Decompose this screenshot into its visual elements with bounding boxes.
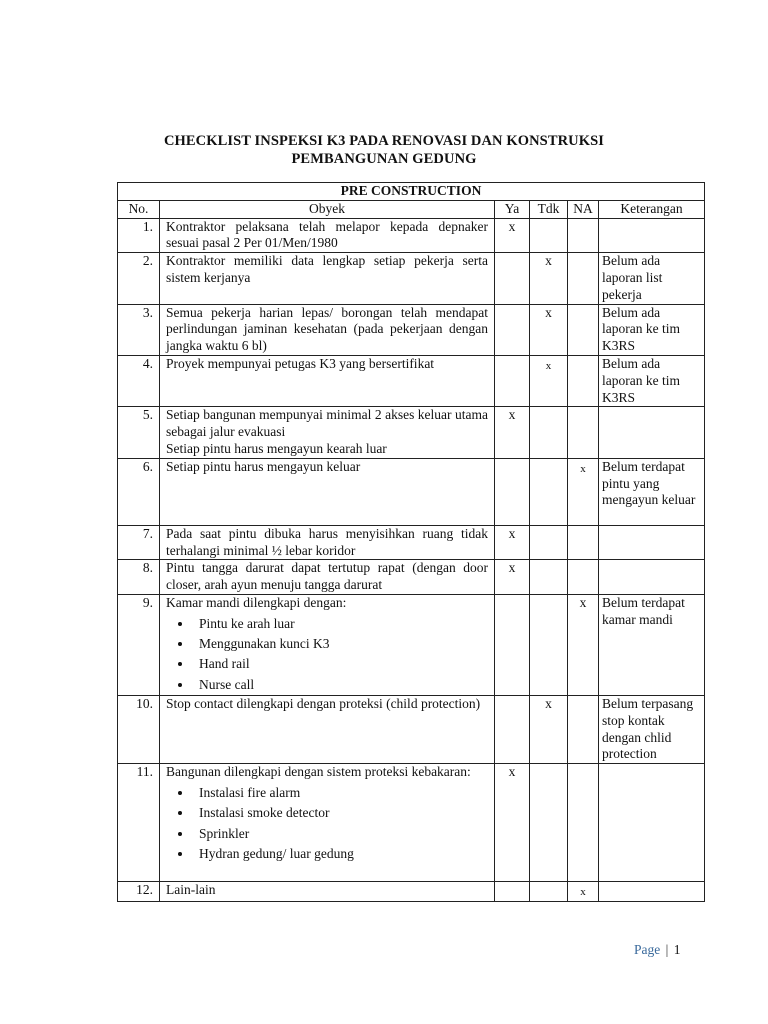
mark-ya-value: x: [508, 525, 516, 541]
mark-ya-value: x: [508, 218, 516, 234]
table-row: [118, 218, 705, 253]
mark-ya: [495, 594, 530, 695]
row-number: 2.: [118, 253, 160, 304]
row-keterangan: [599, 560, 705, 595]
row-obyek: [160, 695, 495, 763]
mark-na: [568, 594, 599, 695]
table-row: [118, 458, 705, 525]
mark-tdk-value: x: [545, 253, 552, 269]
row-number: 9.: [118, 594, 160, 695]
table-row: [118, 304, 705, 355]
obyek-text: Semua pekerja harian lepas/ borongan telah mendapat perlindungan jaminan kesehatan (pada pekerjaan dengan jangka waktu 6 bl): [166, 304, 488, 354]
mark-tdk: [530, 407, 568, 458]
row-keterangan: Belum terpasang stop kontak dengan chlid protection: [599, 695, 705, 763]
mark-ya: [495, 355, 530, 406]
obyek-sub-list: [166, 614, 488, 695]
checklist-table: [117, 182, 705, 902]
mark-tdk: [530, 304, 568, 355]
table-row: [118, 560, 705, 595]
mark-tdk: [530, 882, 568, 902]
col-header-ya: Ya: [495, 200, 530, 218]
mark-tdk: [530, 355, 568, 406]
row-obyek: [160, 355, 495, 406]
mark-tdk: [530, 458, 568, 525]
mark-ya: [495, 253, 530, 304]
mark-ya-value: x: [508, 560, 516, 576]
obyek-text: Pada saat pintu dibuka harus menyisihkan ruang tidak terhalangi minimal ½ lebar koridor: [166, 525, 488, 558]
row-number: 12.: [118, 882, 160, 902]
page-separator: |: [665, 942, 669, 957]
row-keterangan: [599, 218, 705, 253]
mark-ya-value: x: [508, 407, 516, 423]
row-obyek: [160, 525, 495, 560]
row-obyek: [160, 218, 495, 253]
row-obyek: [160, 560, 495, 595]
table-row: [118, 525, 705, 560]
mark-tdk-value: x: [545, 359, 552, 372]
obyek-text-extra: Setiap pintu harus mengayun kearah luar: [166, 440, 387, 456]
mark-na: [568, 695, 599, 763]
mark-ya: [495, 218, 530, 253]
row-number: 5.: [118, 407, 160, 458]
mark-tdk: [530, 560, 568, 595]
mark-tdk: [530, 594, 568, 695]
table-row: [118, 764, 705, 882]
obyek-sub-item: • Hydran gedung/ luar gedung: [193, 844, 488, 864]
row-obyek: [160, 764, 495, 882]
obyek-sub-item: • Sprinkler: [193, 824, 488, 844]
obyek-text: Stop contact dilengkapi dengan proteksi (child protection): [166, 695, 481, 711]
obyek-text: Kontraktor memiliki data lengkap setiap pekerja serta sistem kerjanya: [166, 253, 488, 285]
row-obyek: [160, 253, 495, 304]
row-keterangan: [599, 407, 705, 458]
row-number: 6.: [118, 458, 160, 525]
mark-ya: [495, 304, 530, 355]
row-number: 1.: [118, 218, 160, 253]
obyek-sub-item: • Instalasi fire alarm: [193, 783, 488, 803]
row-obyek: [160, 882, 495, 902]
row-number: 3.: [118, 304, 160, 355]
mark-na: [568, 304, 599, 355]
obyek-sub-item: • Pintu ke arah luar: [193, 614, 488, 634]
row-obyek: [160, 304, 495, 355]
row-number: 10.: [118, 695, 160, 763]
obyek-text: Setiap pintu harus mengayun keluar: [166, 458, 361, 474]
table-row: [118, 695, 705, 763]
row-keterangan: Belum ada laporan ke tim K3RS: [599, 355, 705, 406]
col-header-tdk: Tdk: [530, 200, 568, 218]
obyek-sub-item: • Hand rail: [193, 654, 488, 674]
mark-na: [568, 253, 599, 304]
obyek-text: Bangunan dilengkapi dengan sistem proteksi kebakaran:: [166, 764, 471, 780]
mark-ya: [495, 695, 530, 763]
mark-tdk: [530, 253, 568, 304]
obyek-text: Lain-lain: [166, 882, 216, 898]
mark-tdk: [530, 218, 568, 253]
section-header: PRE CONSTRUCTION: [118, 183, 705, 201]
mark-na-value: x: [579, 594, 587, 610]
row-keterangan: Belum terdapat kamar mandi: [599, 594, 705, 695]
mark-na: [568, 764, 599, 882]
obyek-text: Proyek mempunyai petugas K3 yang bersertifikat: [166, 355, 435, 371]
row-keterangan: Belum ada laporan ke tim K3RS: [599, 304, 705, 355]
col-header-obyek: Obyek: [160, 200, 495, 218]
mark-ya: [495, 458, 530, 525]
row-number: 8.: [118, 560, 160, 595]
mark-ya: [495, 882, 530, 902]
mark-na: [568, 525, 599, 560]
table-row: [118, 253, 705, 304]
row-obyek: [160, 407, 495, 458]
mark-na: [568, 560, 599, 595]
mark-na-value: x: [580, 886, 586, 899]
obyek-text: Kontraktor pelaksana telah melapor kepada depnaker sesuai pasal 2 Per 01/Men/1980: [166, 218, 488, 251]
page-footer: [634, 942, 680, 958]
table-row: [118, 407, 705, 458]
mark-na: [568, 882, 599, 902]
mark-tdk-value: x: [545, 304, 552, 320]
mark-ya: [495, 560, 530, 595]
row-obyek: [160, 458, 495, 525]
mark-ya: [495, 407, 530, 458]
obyek-text: Setiap bangunan mempunyai minimal 2 akses keluar utama sebagai jalur evakuasi: [166, 407, 488, 440]
obyek-text: Kamar mandi dilengkapi dengan:: [166, 594, 347, 610]
mark-na: [568, 218, 599, 253]
mark-ya-value: x: [508, 764, 516, 780]
row-number: 11.: [118, 764, 160, 882]
column-header-row: [118, 200, 705, 218]
col-header-keterangan: Keterangan: [599, 200, 705, 218]
row-number: 7.: [118, 525, 160, 560]
obyek-sub-item: • Nurse call: [193, 675, 488, 695]
page-label: Page: [634, 942, 661, 957]
mark-na: [568, 458, 599, 525]
mark-na: [568, 407, 599, 458]
mark-ya: [495, 525, 530, 560]
mark-tdk: [530, 764, 568, 882]
row-keterangan: Belum terdapat pintu yang mengayun keluar: [599, 458, 705, 525]
mark-tdk: [530, 695, 568, 763]
document-title: [0, 132, 768, 168]
table-row: [118, 594, 705, 695]
title-line-1: CHECKLIST INSPEKSI K3 PADA RENOVASI DAN KONSTRUKSI: [163, 133, 605, 149]
obyek-sub-item: • Menggunakan kunci K3: [193, 634, 488, 654]
obyek-text: Pintu tangga darurat dapat tertutup rapat (dengan door closer, arah ayun menuju tangga darurat: [166, 560, 488, 593]
obyek-sub-item: • Instalasi smoke detector: [193, 803, 488, 823]
mark-tdk-value: x: [545, 695, 552, 711]
row-obyek: [160, 594, 495, 695]
col-header-na: NA: [568, 200, 599, 218]
mark-na: [568, 355, 599, 406]
table-row: [118, 355, 705, 406]
row-keterangan: [599, 525, 705, 560]
col-header-no: No.: [118, 200, 160, 218]
page-number: 1: [673, 942, 681, 957]
mark-tdk: [530, 525, 568, 560]
row-number: 4.: [118, 355, 160, 406]
mark-ya: [495, 764, 530, 882]
table-row: [118, 882, 705, 902]
mark-na-value: x: [580, 462, 586, 475]
row-keterangan: [599, 764, 705, 882]
row-keterangan: [599, 882, 705, 902]
row-keterangan: Belum ada laporan list pekerja: [599, 253, 705, 304]
obyek-sub-list: [166, 783, 488, 864]
title-line-2: PEMBANGUNAN GEDUNG: [291, 151, 477, 167]
